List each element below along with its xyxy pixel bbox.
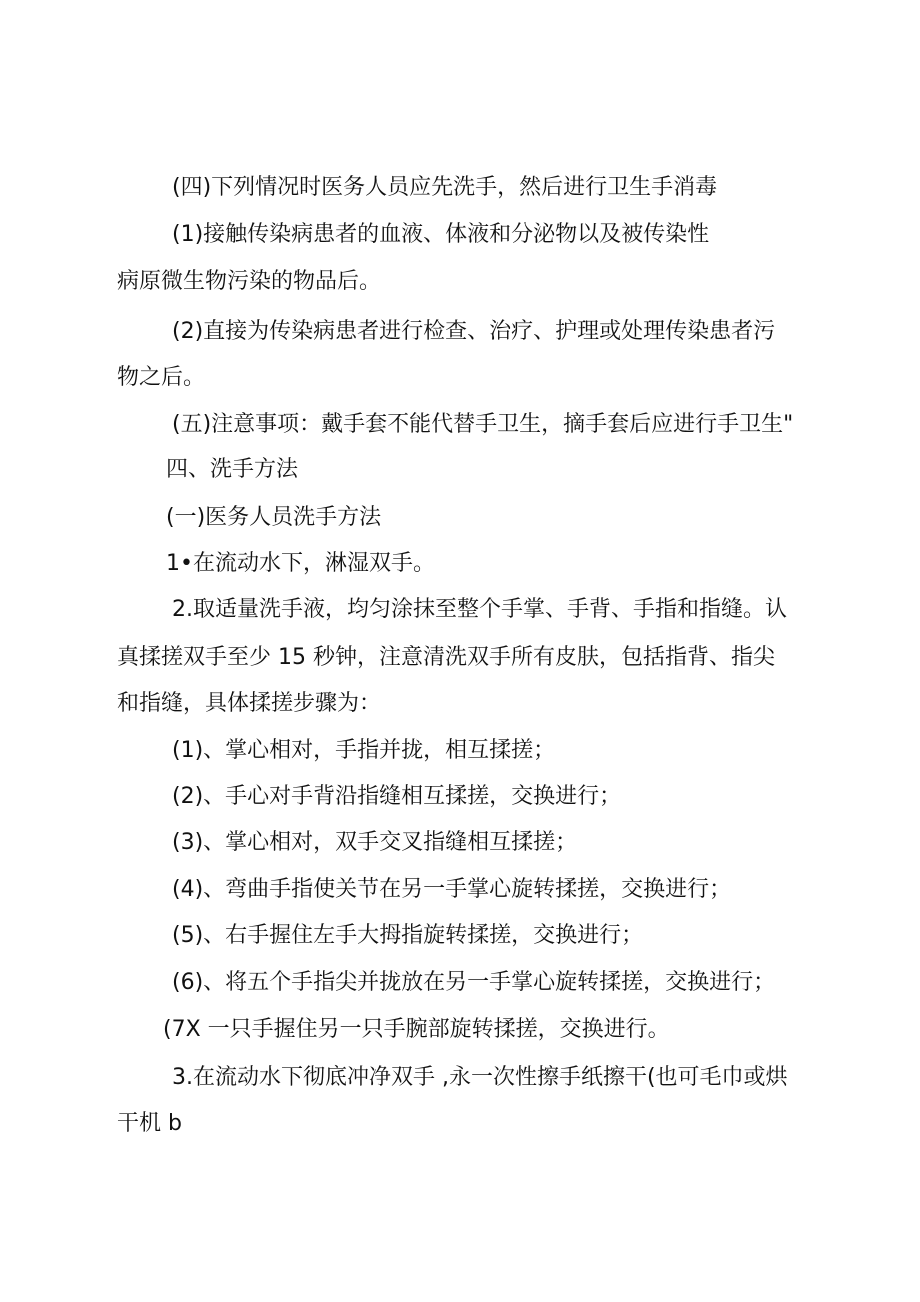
paragraph-line: 物之后。	[117, 365, 206, 390]
step-line: 2.取适量洗手液，均匀涂抹至整个手掌、手背、手指和指缝。认	[172, 597, 787, 622]
paragraph-line: 和指缝，具体揉搓步骤为：	[117, 691, 382, 716]
paragraph-line: (1)接触传染病患者的血液、体液和分泌物以及被传染性	[172, 222, 710, 247]
section-heading-5: (五)注意事项：戴手套不能代替手卫生，摘手套后应进行手卫生"	[172, 412, 794, 437]
list-item: (4)、弯曲手指使关节在另一手掌心旋转揉搓，交换进行；	[172, 877, 732, 902]
paragraph-line: 病原微生物污染的物品后。	[117, 269, 382, 294]
paragraph-line: (2)直接为传染病患者进行检查、治疗、护理或处理传染患者污	[172, 319, 776, 344]
list-item: (6)、将五个手指尖并拢放在另一手掌心旋转揉搓，交换进行；	[172, 970, 776, 995]
list-item: (1)、掌心相对，手指并拢，相互揉搓；	[172, 738, 556, 763]
list-item: (7X 一只手握住另一只手腕部旋转揉搓，交换进行。	[163, 1017, 670, 1042]
step-line: 1•在流动水下，淋湿双手。	[166, 551, 435, 576]
step-line: 3.在流动水下彻底冲净双手 ,永一次性擦手纸擦干(也可毛巾或烘	[172, 1065, 788, 1090]
list-item: (2)、手心对手背沿指缝相互揉搓，交换进行；	[172, 784, 622, 809]
section-heading-4: (四)下列情况时医务人员应先洗手，然后进行卫生手消毒	[172, 175, 718, 200]
list-item: (3)、掌心相对，双手交叉指缝相互揉搓；	[172, 830, 578, 855]
list-item: (5)、右手握住左手大拇指旋转揉搓，交换进行；	[172, 923, 644, 948]
paragraph-line: 真揉搓双手至少 15 秒钟，注意清洗双手所有皮肤，包括指背、指尖	[117, 645, 775, 670]
paragraph-line: 干机 b	[117, 1111, 182, 1136]
subsection-title: (一)医务人员洗手方法	[166, 505, 382, 530]
section-title: 四、洗手方法	[166, 457, 299, 482]
